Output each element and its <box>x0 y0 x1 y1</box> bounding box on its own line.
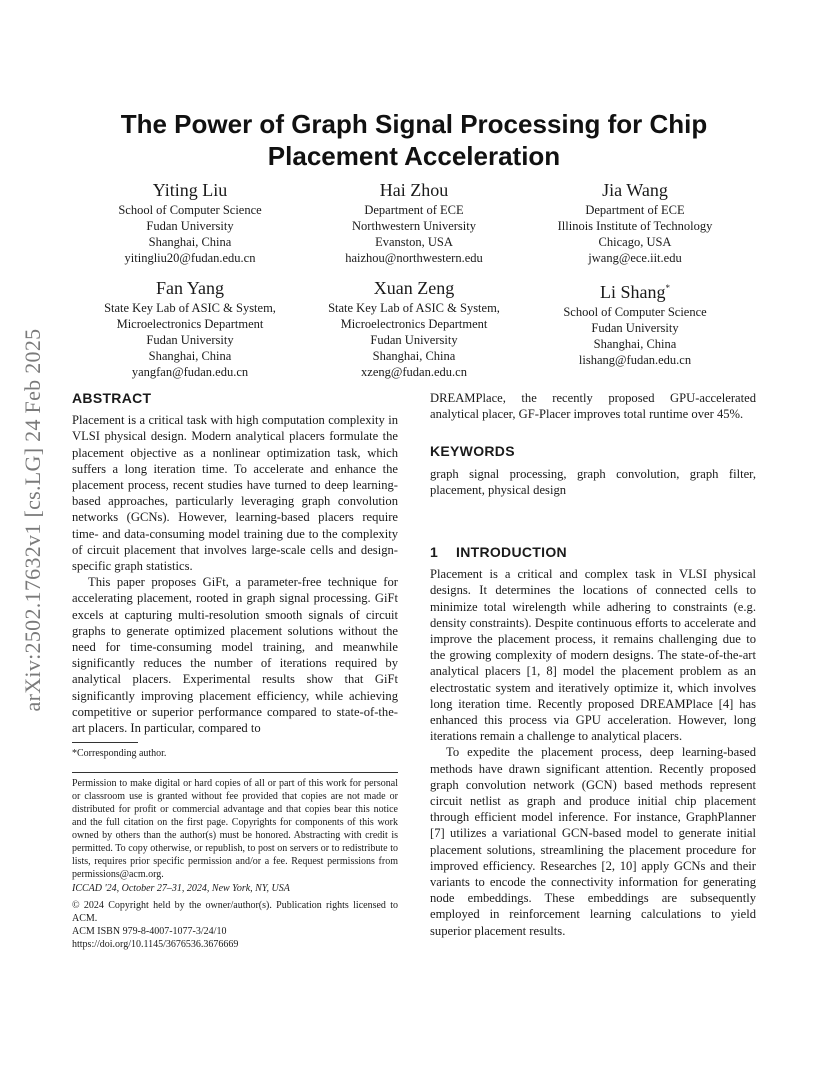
author-block <box>517 179 753 266</box>
section-title: INTRODUCTION <box>456 544 567 561</box>
author-name-text: Li Shang <box>600 282 666 302</box>
arxiv-identifier[interactable]: arXiv:2502.17632v1 [cs.LG] 24 Feb 2025 <box>20 328 45 712</box>
author-location: Shanghai, China <box>593 337 677 351</box>
author-location: Evanston, USA <box>375 235 453 249</box>
conference-venue: ICCAD '24, October 27–31, 2024, New York, NY, USA <box>72 883 290 894</box>
author-email[interactable]: yangfan@fudan.edu.cn <box>131 365 249 379</box>
author-affiliation: Fudan University <box>146 219 234 233</box>
author-email[interactable]: haizhou@northwestern.edu <box>345 251 483 265</box>
author-location: Chicago, USA <box>598 235 672 249</box>
author-name: Jia Wang <box>602 180 668 200</box>
abstract-continuation: DREAMPlace, the recently proposed GPU-accelerated analytical placer, GF-Placer improves total runtime over 45%. <box>430 391 756 422</box>
author-location: Shanghai, China <box>148 349 232 363</box>
abstract-paragraph: This paper proposes GiFt, a parameter-free technique for accelerating placement, rooted in graph signal processing. GiFt excels at capturing multi-resolution smooth signals of circuit graphs to generate optimized placement solutions without the need for time-consuming model training, and meanwhile significantly reduces the number of iterations required by analytical placers. Experimental results show that GiFt significantly improving placement efficiency, while achieving competitive or superior performance compared to state-of-the-art placers. In particular, compared to <box>72 575 398 736</box>
author-affiliation: School of Computer Science <box>118 203 262 217</box>
intro-paragraph: Placement is a critical and complex task in VLSI physical designs. It determines the locations of connected cells to minimize total wirelength while adhering to constraints (e.g. density constraints). Despite continuous efforts to accelerate and improve the placement process, it remains challenging due to the growing complexity of modern designs. The state-of-the-art analytical placers [1, 8] model the placement problem as an electrostatic system and iteratively optimize it, which involves long iteration time. Recently proposed DREAMPlace [4] has enhanced this process via GPU acceleration. However, long iterations remain a challenge to analytical placers. <box>430 567 756 744</box>
title-line-1: The Power of Graph Signal Processing for Chip <box>120 109 708 139</box>
author-block <box>517 277 753 368</box>
author-name: Fan Yang <box>155 278 225 298</box>
author-affiliation: Microelectronics Department <box>116 317 264 331</box>
keywords-heading: KEYWORDS <box>430 443 515 460</box>
author-affiliation: Fudan University <box>146 333 234 347</box>
author-location: Shanghai, China <box>148 235 232 249</box>
author-block <box>296 277 532 380</box>
permission-notice <box>72 772 398 951</box>
author-block <box>72 277 308 380</box>
right-column <box>430 390 756 939</box>
author-name <box>517 277 753 303</box>
author-email[interactable]: lishang@fudan.edu.cn <box>578 353 692 367</box>
title-line-2: Placement Acceleration <box>267 141 561 171</box>
section-number: 1 <box>430 544 439 561</box>
author-email[interactable]: jwang@ece.iit.edu <box>588 251 682 265</box>
footnote-rule <box>72 742 138 743</box>
author-affiliation: State Key Lab of ASIC & System, <box>328 301 500 315</box>
left-column <box>72 390 398 736</box>
abstract-paragraph: Placement is a critical task with high computation complexity in VLSI physical design. Modern analytical placers formulate the placement objective as a nonlinear optimization task, which suffers a long iteration time. To accelerate and enhance the placement process, recent studies have turned to deep learning-based approaches, particularly leveraging graph convolution networks (GCNs). However, learning-based placers require time- and data-consuming model training due to the complexity of circuit placement that involves large-scale cells and design-specific graph statistics. <box>72 413 398 574</box>
arxiv-sidebar <box>14 285 52 755</box>
author-affiliation: Fudan University <box>370 333 458 347</box>
author-name: Yiting Liu <box>152 180 228 200</box>
abstract-heading: ABSTRACT <box>72 390 152 406</box>
author-block <box>296 179 532 266</box>
author-affiliation: Department of ECE <box>585 203 685 217</box>
copyright-notice: © 2024 Copyright held by the owner/author(s). Publication rights licensed to ACM. <box>72 900 398 924</box>
author-affiliation: Northwestern University <box>352 219 476 233</box>
keywords-text: graph signal processing, graph convolution, graph filter, placement, physical design <box>430 466 756 497</box>
author-block <box>72 179 308 266</box>
corresponding-author-footnote: *Corresponding author. <box>72 748 167 759</box>
author-affiliation: Microelectronics Department <box>340 317 488 331</box>
author-location: Shanghai, China <box>372 349 456 363</box>
author-affiliation: School of Computer Science <box>563 305 707 319</box>
author-affiliation: Illinois Institute of Technology <box>557 219 713 233</box>
author-email[interactable]: xzeng@fudan.edu.cn <box>361 365 467 379</box>
acm-isbn: ACM ISBN 979-8-4007-1077-3/24/10 <box>72 926 227 937</box>
author-affiliation: Department of ECE <box>364 203 464 217</box>
introduction-heading <box>430 544 756 560</box>
paper-title <box>72 108 756 172</box>
author-name: Xuan Zeng <box>373 278 455 298</box>
author-affiliation: State Key Lab of ASIC & System, <box>104 301 276 315</box>
author-email[interactable]: yitingliu20@fudan.edu.cn <box>124 251 256 265</box>
permission-text: Permission to make digital or hard copies of all or part of this work for personal or classroom use is granted without fee provided that copies are not made or distributed for profit or commercial advantage and that copies bear this notice and the full citation on the first page. Copyrights for components of this work owned by others than the author(s) must be honored. Abstracting with credit is permitted. To copy otherwise, or republish, to post on servers or to redistribute to lists, requires prior specific permission and/or a fee. Request permissions from permissions@acm.org. <box>72 778 398 880</box>
intro-paragraph: To expedite the placement process, deep learning-based methods have drawn significant attention. Recently proposed graph convolution network (GCN) based methods represent circuit netlist as graph and produce initial chip placement through efficient model inference. For instance, GraphPlanner [7] utilizes a variational GCN-based model to generate initial placement solutions, streamlining the placement procedure for improved efficiency. Researches [2, 10] apply GCNs and their variants to encode the connectivity information for generating node embeddings. These embeddings are subsequently employed in reinforcement learning calculations to yield superior placement results. <box>430 745 756 938</box>
author-name: Hai Zhou <box>379 180 449 200</box>
author-affiliation: Fudan University <box>591 321 679 335</box>
doi-link[interactable]: https://doi.org/10.1145/3676536.3676669 <box>72 939 239 950</box>
corresponding-mark: * <box>665 283 670 293</box>
